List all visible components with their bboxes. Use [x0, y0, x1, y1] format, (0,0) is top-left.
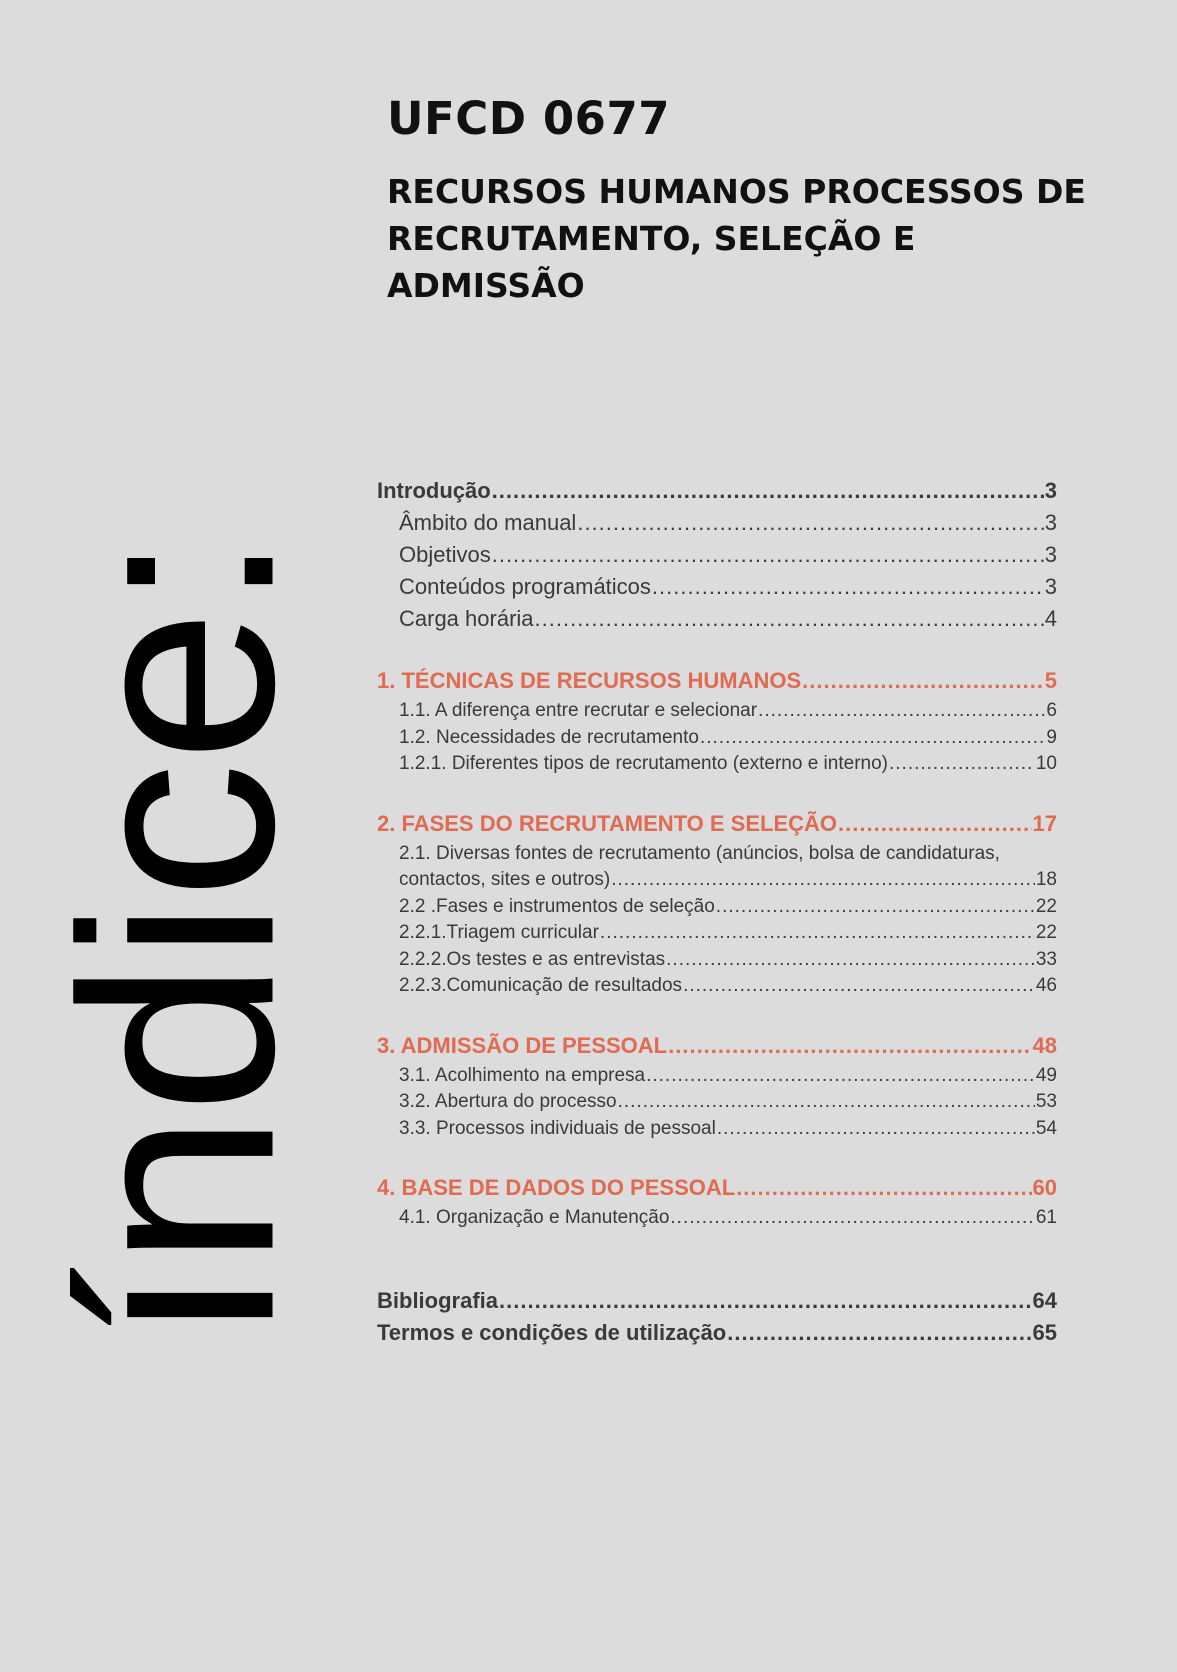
toc-leader-dots [535, 606, 1044, 632]
toc-page-number: 65 [1032, 1319, 1057, 1345]
toc-label: 1.2.1. Diferentes tipos de recrutamento (externo e interno) [399, 753, 888, 774]
toc-page-number: 9 [1046, 726, 1057, 748]
toc-entry[interactable] [377, 975, 1057, 1002]
toc-entry[interactable] [377, 727, 1057, 754]
toc-entry-introducao[interactable] [377, 478, 1057, 510]
toc-label: 4.1. Organização e Manutenção [399, 1207, 670, 1228]
toc-leader-dots [736, 1175, 1031, 1201]
toc-page-number: 64 [1032, 1287, 1057, 1313]
toc-leader-dots [492, 542, 1044, 568]
spacer [377, 1002, 1057, 1033]
toc-page-number: 53 [1035, 1091, 1057, 1112]
toc-page-number: 5 [1044, 668, 1057, 693]
toc-chapter-3[interactable] [377, 1033, 1057, 1065]
toc-leader-dots [716, 896, 1035, 918]
toc-page-number: 17 [1032, 810, 1057, 836]
toc-entry[interactable] [377, 949, 1057, 976]
toc-page-number: 48 [1032, 1032, 1057, 1058]
toc-chapter-1[interactable] [377, 668, 1057, 700]
toc-label: Carga horária [399, 606, 534, 631]
toc-page-number: 22 [1035, 922, 1057, 943]
toc-leader-dots [577, 510, 1043, 536]
toc-chapter-2[interactable] [377, 811, 1057, 843]
toc-page-number: 54 [1035, 1117, 1057, 1139]
toc-entry[interactable] [377, 510, 1057, 542]
toc-leader-dots [646, 1065, 1035, 1087]
toc-page-number: 60 [1032, 1175, 1057, 1200]
toc-leader-dots [666, 949, 1035, 971]
toc-page-number: 3 [1044, 510, 1057, 535]
toc-leader-dots [889, 753, 1035, 775]
toc-leader-dots [717, 1118, 1035, 1140]
toc-label: 4. BASE DE DADOS DO PESSOAL [377, 1175, 736, 1200]
course-title-line: RECRUTAMENTO, SELEÇÃO E [387, 219, 916, 258]
spacer [377, 638, 1057, 668]
table-of-contents [377, 478, 1057, 1352]
course-code: UFCD 0677 [387, 92, 671, 145]
toc-entry[interactable] [377, 606, 1057, 638]
toc-leader-dots [492, 478, 1044, 504]
spacer [377, 1234, 1057, 1288]
toc-page-number: 33 [1035, 948, 1057, 970]
toc-entry[interactable] [377, 542, 1057, 574]
toc-entry[interactable] [377, 700, 1057, 727]
spacer [377, 780, 1057, 811]
toc-entry[interactable] [377, 1118, 1057, 1145]
toc-chapter-4[interactable] [377, 1175, 1057, 1207]
toc-leader-dots [499, 1288, 1032, 1314]
toc-label: 1.1. A diferença entre recrutar e selecionar [399, 700, 758, 721]
toc-label: 2.2 .Fases e instrumentos de seleção [399, 895, 715, 917]
toc-label: contactos, sites e outros) [399, 869, 611, 890]
toc-entry[interactable] [377, 753, 1057, 780]
toc-label: Objetivos [399, 542, 491, 567]
toc-entry-bibliografia[interactable] [377, 1288, 1057, 1320]
toc-leader-dots [802, 668, 1044, 694]
toc-entry[interactable] [377, 1065, 1057, 1092]
toc-entry[interactable] [377, 869, 1057, 896]
toc-leader-dots [758, 700, 1045, 722]
toc-entry[interactable] [377, 1091, 1057, 1118]
course-title-line: ADMISSÃO [387, 266, 585, 305]
toc-page-number: 49 [1035, 1064, 1057, 1086]
toc-entry-termos[interactable] [377, 1320, 1057, 1352]
toc-label: 1.2. Necessidades de recrutamento [399, 726, 699, 748]
toc-leader-dots [668, 1033, 1031, 1059]
toc-label: Termos e condições de utilização [377, 1319, 727, 1345]
toc-page-number: 6 [1046, 700, 1057, 721]
course-title [387, 168, 1087, 309]
toc-page-number: 18 [1035, 869, 1057, 890]
toc-entry[interactable] [377, 1207, 1057, 1234]
toc-leader-dots [611, 869, 1035, 891]
toc-page-number: 3 [1044, 478, 1057, 503]
toc-label: 2. FASES DO RECRUTAMENTO E SELEÇÃO [377, 810, 838, 836]
toc-label: 2.2.3.Comunicação de resultados [399, 975, 683, 996]
toc-leader-dots [700, 727, 1045, 749]
toc-leader-dots [652, 574, 1044, 600]
toc-label: Bibliografia [377, 1287, 499, 1313]
toc-label: 2.2.2.Os testes e as entrevistas [399, 948, 666, 970]
toc-label: Introdução [377, 478, 491, 503]
toc-leader-dots [683, 975, 1035, 997]
index-side-word: índice: [24, 532, 332, 1344]
toc-leader-dots [618, 1091, 1035, 1113]
toc-page-number: 3 [1044, 542, 1057, 567]
toc-entry[interactable] [377, 922, 1057, 949]
toc-label: Conteúdos programáticos [399, 574, 651, 599]
toc-label: 3.1. Acolhimento na empresa [399, 1064, 646, 1086]
toc-page-number: 22 [1035, 895, 1057, 917]
toc-entry[interactable] [377, 896, 1057, 923]
toc-leader-dots [670, 1207, 1034, 1229]
toc-entry-first-line[interactable]: 2.1. Diversas fontes de recrutamento (anúncios, bolsa de candidaturas, [399, 842, 1000, 864]
toc-label: 3. ADMISSÃO DE PESSOAL [377, 1032, 668, 1058]
toc-label: 3.2. Abertura do processo [399, 1091, 617, 1112]
toc-entry[interactable] [377, 574, 1057, 606]
course-title-line: RECURSOS HUMANOS PROCESSOS DE [387, 172, 1086, 211]
toc-label: 2.2.1.Triagem curricular [399, 922, 599, 943]
toc-leader-dots [600, 922, 1035, 944]
toc-page-number: 10 [1035, 753, 1057, 774]
toc-label: Âmbito do manual [399, 510, 577, 535]
toc-page-number: 46 [1035, 975, 1057, 996]
toc-label: 3.3. Processos individuais de pessoal [399, 1117, 716, 1139]
toc-page-number: 4 [1044, 606, 1057, 631]
toc-page-number: 61 [1035, 1207, 1057, 1228]
toc-page-number: 3 [1044, 574, 1057, 599]
toc-leader-dots [838, 811, 1031, 837]
toc-leader-dots [727, 1320, 1031, 1346]
spacer [377, 1144, 1057, 1175]
toc-label: 1. TÉCNICAS DE RECURSOS HUMANOS [377, 668, 802, 693]
